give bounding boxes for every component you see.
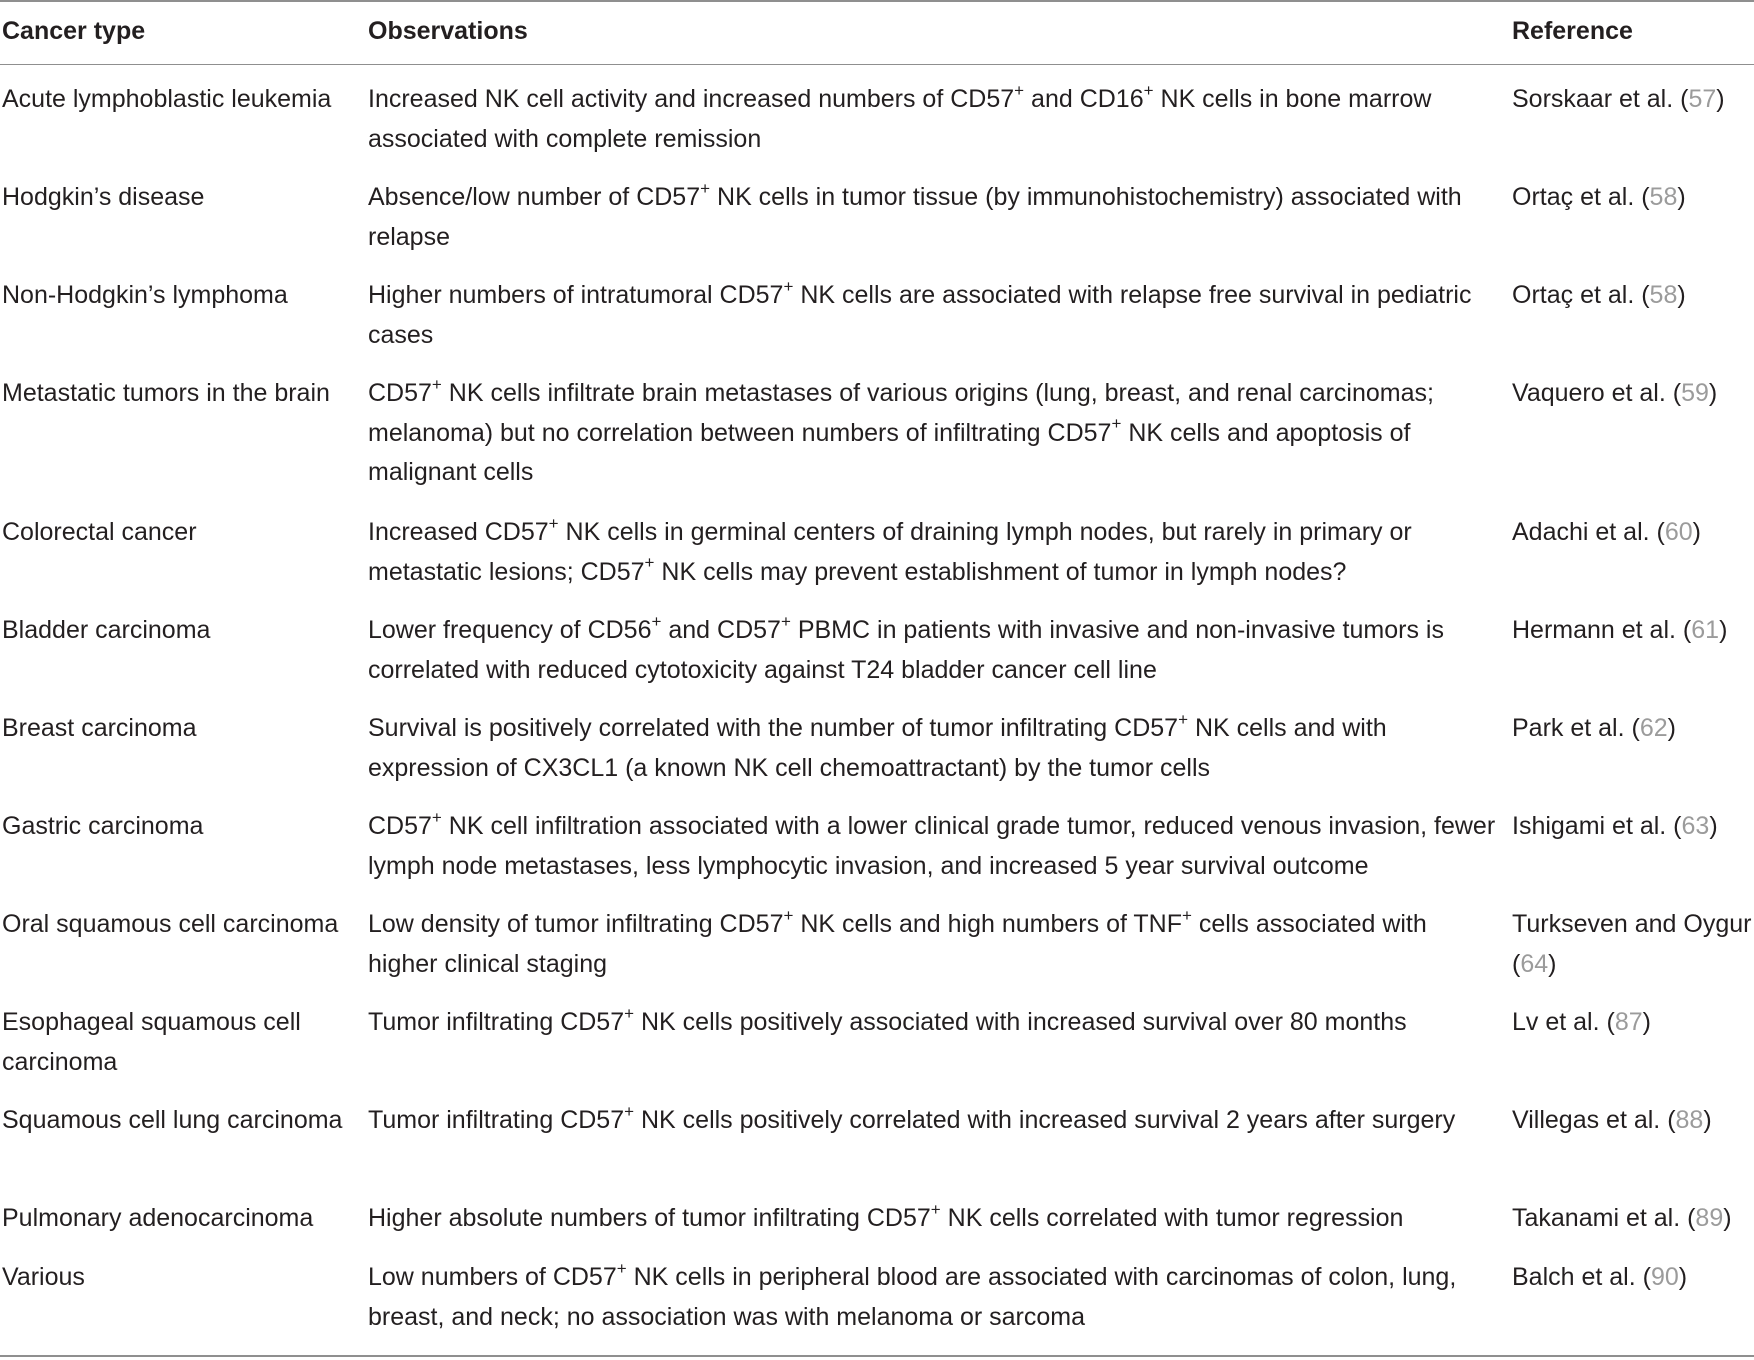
reference-close-paren: )	[1642, 1008, 1651, 1036]
table-top-rule	[0, 0, 1754, 2]
reference-number-link[interactable]: 57	[1688, 85, 1717, 113]
reference-author: Takanami et al. (	[1512, 1204, 1696, 1232]
reference-number-link[interactable]: 90	[1650, 1263, 1679, 1291]
reference-number-link[interactable]: 64	[1520, 949, 1549, 978]
reference-close-paren: )	[1703, 1106, 1712, 1134]
reference-close-paren: )	[1723, 1204, 1732, 1232]
reference-close-paren: )	[1677, 183, 1686, 211]
superscript-plus: +	[624, 1101, 635, 1121]
reference-author: Lv et al. (	[1512, 1008, 1615, 1036]
reference-close-paren: )	[1709, 812, 1718, 840]
reference-cell	[1512, 1199, 1754, 1239]
reference-close-paren: )	[1692, 518, 1701, 546]
reference-cell	[1512, 807, 1754, 847]
observation-cell: Low numbers of CD57+ NK cells in peripheral blood are associated with carcinomas of colon, lung, breast, and neck; no association was with melanoma or sarcoma	[368, 1258, 1457, 1331]
reference-close-paren: )	[1716, 85, 1725, 113]
observation-cell: Higher numbers of intratumoral CD57+ NK cells are associated with relapse free survival in pediatric cases	[368, 276, 1472, 349]
cancer-type-cell: Breast carcinoma	[2, 714, 197, 742]
observation-cell: Tumor infiltrating CD57+ NK cells positively associated with increased survival over 80 months	[368, 1003, 1407, 1036]
superscript-plus: +	[783, 276, 794, 296]
reference-number-link[interactable]: 58	[1649, 281, 1678, 309]
reference-number-link[interactable]: 61	[1691, 616, 1720, 644]
observation-cell: Higher absolute numbers of tumor infiltrating CD57+ NK cells correlated with tumor regression	[368, 1199, 1404, 1232]
observation-cell: Tumor infiltrating CD57+ NK cells positively correlated with increased survival 2 years after surgery	[368, 1101, 1456, 1134]
superscript-plus: +	[1182, 905, 1192, 925]
cancer-type-cell: Non-Hodgkin’s lymphoma	[2, 281, 288, 309]
cancer-type-cell: Oral squamous cell carcinoma	[2, 910, 339, 938]
superscript-plus: +	[1014, 80, 1025, 100]
observation-cell: Lower frequency of CD56+ and CD57+ PBMC in patients with invasive and non-invasive tumors is correlated with reduced cytotoxicity against T24 bladder cancer cell line	[368, 611, 1444, 684]
reference-cell	[1512, 1101, 1754, 1141]
reference-number-link[interactable]: 88	[1675, 1106, 1704, 1134]
reference-close-paren: )	[1708, 379, 1718, 407]
reference-number-link[interactable]: 59	[1681, 379, 1709, 407]
reference-number-link[interactable]: 62	[1639, 714, 1668, 742]
reference-cell	[1512, 178, 1754, 218]
header-reference: Reference	[1512, 17, 1633, 45]
reference-cell	[1512, 374, 1754, 414]
superscript-plus: +	[548, 513, 559, 533]
observation-cell: CD57+ NK cells infiltrate brain metastases of various origins (lung, breast, and renal carcinomas; melanoma) but no correlation between numbers of infiltrating CD57+ NK cells and apoptosis of malignant cells	[368, 374, 1434, 486]
header-rule	[0, 64, 1754, 65]
superscript-plus: +	[780, 611, 791, 631]
reference-cell	[1512, 513, 1754, 553]
reference-close-paren: )	[1719, 616, 1728, 644]
reference-number-link[interactable]: 89	[1695, 1204, 1724, 1232]
superscript-plus: +	[644, 553, 655, 573]
reference-number-link[interactable]: 87	[1614, 1008, 1643, 1036]
superscript-plus: +	[1111, 414, 1122, 434]
reference-author: Ortaç et al. (	[1512, 183, 1650, 211]
cancer-type-cell: Pulmonary adenocarcinoma	[2, 1204, 314, 1232]
superscript-plus: +	[624, 1003, 635, 1023]
reference-author: Hermann et al. (	[1512, 616, 1692, 644]
cancer-type-cell: Esophageal squamous cell carcinoma	[2, 1008, 301, 1076]
reference-number-link[interactable]: 58	[1649, 183, 1678, 211]
reference-author: Park et al. (	[1512, 714, 1640, 742]
reference-close-paren: )	[1667, 714, 1676, 742]
header-cancer-type: Cancer type	[2, 17, 146, 45]
reference-number-link[interactable]: 60	[1664, 518, 1693, 546]
superscript-plus: +	[651, 611, 662, 631]
reference-author: Adachi et al. (	[1512, 518, 1665, 546]
reference-cell	[1512, 276, 1754, 316]
reference-cell	[1512, 1258, 1754, 1298]
reference-close-paren: )	[1677, 281, 1686, 309]
superscript-plus: +	[783, 905, 794, 925]
reference-author: Villegas et al. (	[1512, 1106, 1676, 1134]
reference-cell: Turkseven and Oygur (64)	[1512, 910, 1752, 978]
reference-close-paren: )	[1678, 1263, 1688, 1291]
cancer-type-cell: Various	[2, 1263, 85, 1291]
reference-author: Balch et al. (	[1512, 1263, 1651, 1291]
observation-cell: Increased NK cell activity and increased numbers of CD57+ and CD16+ NK cells in bone marrow associated with complete remission	[368, 80, 1432, 153]
reference-author: Sorskaar et al. (	[1512, 85, 1689, 113]
reference-author: Ishigami et al. (	[1512, 812, 1682, 840]
observation-cell: Low density of tumor infiltrating CD57+ NK cells and high numbers of TNF+ cells associated with higher clinical staging	[368, 905, 1427, 978]
superscript-plus: +	[700, 178, 711, 198]
observation-cell: Absence/low number of CD57+ NK cells in tumor tissue (by immunohistochemistry) associated with relapse	[368, 178, 1462, 251]
superscript-plus: +	[1143, 80, 1154, 100]
reference-author: Turkseven and Oygur	[1512, 910, 1752, 938]
superscript-plus: +	[431, 807, 442, 827]
superscript-plus: +	[930, 1199, 941, 1219]
cancer-type-cell: Gastric carcinoma	[2, 812, 204, 840]
header-observations: Observations	[368, 17, 528, 45]
reference-close-paren: )	[1548, 949, 1557, 978]
reference-cell	[1512, 80, 1754, 120]
superscript-plus: +	[616, 1258, 627, 1278]
observation-cell: CD57+ NK cell infiltration associated with a lower clinical grade tumor, reduced venous invasion, fewer lymph node metastases, less lymphocytic invasion, and increased 5 year survival outcome	[368, 807, 1496, 880]
superscript-plus: +	[1178, 709, 1188, 729]
cancer-type-cell: Bladder carcinoma	[2, 616, 211, 644]
reference-author: Ortaç et al. (	[1512, 281, 1650, 309]
observation-cell: Increased CD57+ NK cells in germinal centers of draining lymph nodes, but rarely in primary or metastatic lesions; CD57+ NK cells may prevent establishment of tumor in lymph nodes?	[368, 513, 1412, 586]
cancer-type-cell: Squamous cell lung carcinoma	[2, 1106, 343, 1134]
reference-cell	[1512, 709, 1754, 749]
reference-number-link[interactable]: 63	[1681, 812, 1710, 840]
reference-author: Vaquero et al. (	[1512, 379, 1682, 407]
reference-cell	[1512, 1003, 1754, 1043]
cancer-type-cell: Metastatic tumors in the brain	[2, 379, 330, 407]
superscript-plus: +	[431, 374, 442, 394]
reference-cell	[1512, 611, 1754, 651]
cancer-type-cell: Colorectal cancer	[2, 518, 197, 546]
observation-cell: Survival is positively correlated with the number of tumor infiltrating CD57+ NK cells and with expression of CX3CL1 (a known NK cell chemoattractant) by the tumor cells	[368, 709, 1387, 782]
table-bottom-rule	[0, 1355, 1754, 1357]
cancer-type-cell: Acute lymphoblastic leukemia	[2, 85, 332, 113]
cancer-type-cell: Hodgkin’s disease	[2, 183, 205, 211]
